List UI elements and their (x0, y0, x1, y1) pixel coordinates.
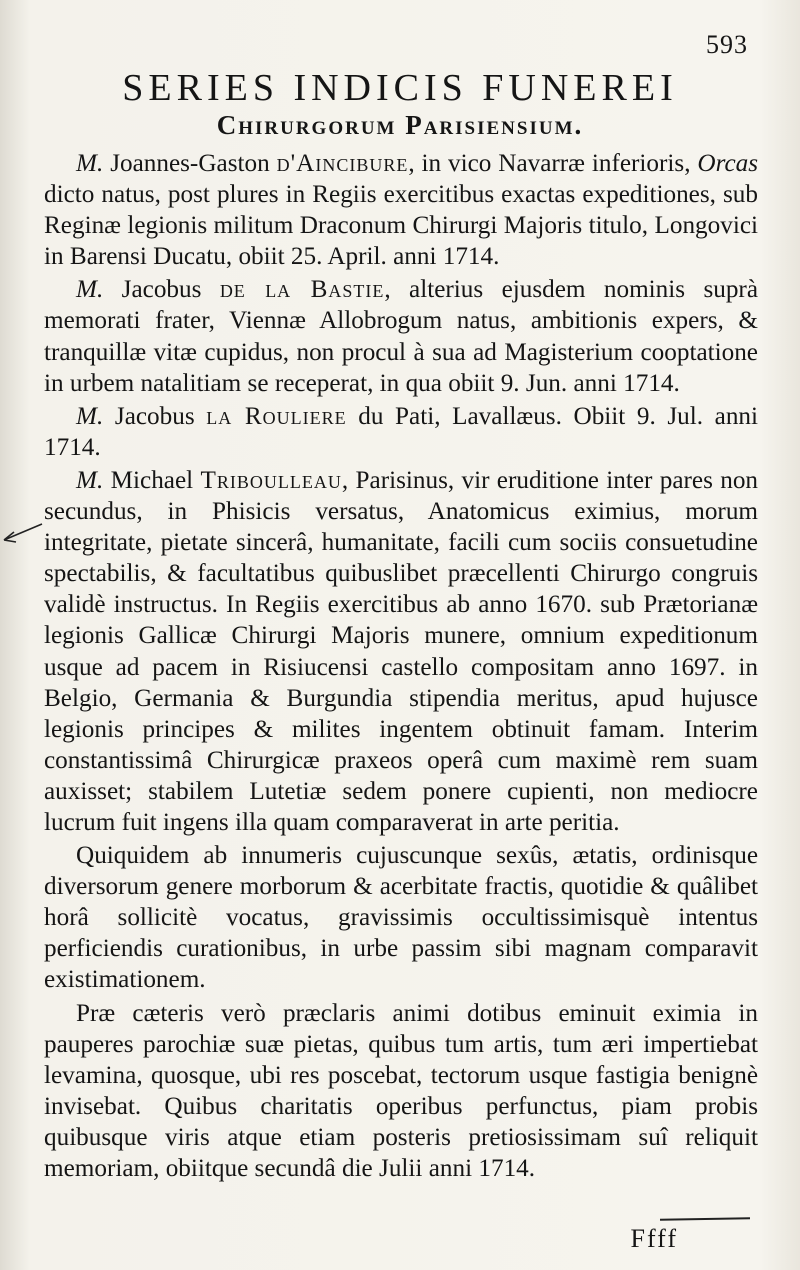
page-title: SERIES INDICIS FUNEREI (122, 67, 678, 109)
entry-text: du Pati, Lavallæus. Obiit 9. Jul. anni 1714. (44, 402, 759, 461)
entry-surname: d'Aincibure (276, 150, 409, 177)
entry-prefix: M. (76, 466, 104, 494)
entry-text: , Parisinus, vir eruditione inter pares non secundus, in Phisicis versatus, Anatomicus eximius, morum integritate, pietate sincerâ, humanitate, facili cum sociis consuetudine spectabilis, & facultatibus quibuslibet præcellenti Chirurgo congruis validè instructus. In Regiis exercitibus ab anno 1670. sub Prætorianæ legionis Gallicæ Chirurgi Majoris munere, omnium expeditionum usque ad pacem in Risiucensi castello compositam anno 1697. in Belgio, Germania & Burgundia stipendia meritus, apud hujusce legionis principes & milites ingentem obtinuit famam. Interim constantissimâ Chirurgicæ praxeos operâ cum maximè rem suam auxisset; stabilem Lutetiæ sedem ponere cupienti, non mediocre lucrum fuit ingens illa quam comparaverat in arte peritia. (44, 466, 759, 836)
paragraph-prae-caeteris: Præ cæteris verò præclaris animi dotibus eminuit eximia in pauperes parochiæ suæ pietas, quibus tum artis, tum æri impertiebat levamina, quosque, ubi res poscebat, tectorum usque fastigia benignè invisebat. Quibus charitatis operibus perfunctus, piam probis quibusque viris atque etiam posteris pretiosissimam suî reliquit memoriam, obiitque secundâ die Julii anni 1714. (44, 999, 758, 1182)
entry-rouliere (44, 401, 758, 463)
entry-surname: Triboulleau (200, 466, 342, 494)
handwritten-margin-mark-icon (2, 520, 46, 544)
page-number: 593 (706, 30, 748, 59)
entry-aincibure (44, 148, 758, 272)
entry-text: , alterius ejusdem nominis suprà memorati frater, Viennæ Allobrogum natus, ambitionis expers, & tranquillæ vitæ cupidus, non procul à sua ad Magisterium cooptatione in urbem natalitiam se receperat, in qua obiit 9. Jun. anni 1714. (44, 276, 759, 397)
entry-surname: de la Bastie (219, 276, 385, 304)
entry-name: Joannes-Gaston (110, 150, 270, 177)
entry-text: , in vico Navarræ inferioris, (408, 150, 698, 177)
paragraph-quiquidem: Quiquidem ab innumeris cujuscunque sexûs, ætatis, ordinisque diversorum genere morborum & acerbitate fractis, quotidie & quâlibet horâ sollicitè vocatus, gravissimis occultissimisquè intentus perficiendis curationibus, in urbe passim sibi magnam comparavit existimationem. (44, 842, 758, 994)
body-text (44, 148, 758, 1186)
catchword: Ffff (630, 1224, 678, 1253)
entry-prefix: M. (76, 276, 104, 304)
entry-place: Orcas (697, 150, 759, 177)
entry-surname: la Rouliere (206, 402, 347, 430)
entry-triboulleau (44, 465, 758, 838)
entry-text: dicto natus, post plures in Regiis exercitibus exactas expeditiones, sub Reginæ legionis militum Draconum Chirurgi Majoris titulo, Longovici in Barensi Ducatu, obiit 25. April. anni 1714. (44, 181, 758, 271)
entry-name: Michael (110, 466, 194, 494)
entry-prefix: M. (76, 402, 104, 430)
handwritten-underline (660, 1217, 750, 1221)
entry-bastie (44, 274, 758, 398)
entry-prefix: M. (76, 150, 104, 177)
entry-name: Jacobus (114, 402, 195, 430)
entry-name: Jacobus (121, 276, 202, 304)
page-subtitle: Chirurgorum Parisiensium. (216, 110, 584, 140)
